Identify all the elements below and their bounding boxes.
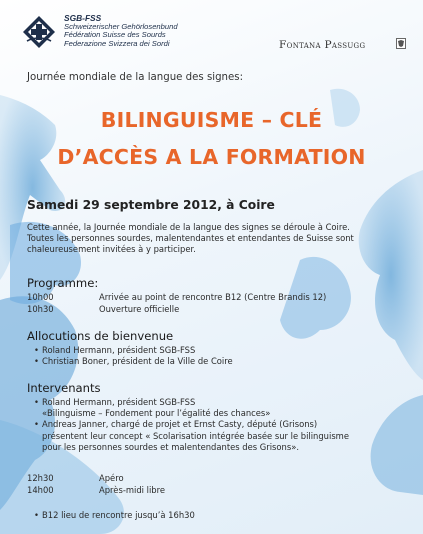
talk-title: «Bilinguisme – Fondement pour l’égalité des chances» — [42, 408, 271, 419]
sgb-fss-logo-icon — [22, 15, 56, 49]
schedule-time: 12h30 — [27, 473, 54, 483]
speaker-name: • Roland Hermann, président SGB-FSS — [42, 397, 196, 407]
event-day-label: Journée mondiale de la langue des signes: — [27, 72, 244, 83]
schedule-time: 14h00 — [27, 484, 54, 495]
afternoon-schedule — [27, 473, 165, 496]
sponsor-brand: Fontana Passugg — [279, 39, 366, 51]
schedule-label: Arrivée au point de rencontre B12 (Centre Brandis 12) — [99, 292, 327, 302]
intro-line: Cette année, la Journée mondiale de la langue des signes se déroule à Coire. — [27, 222, 350, 232]
intervenants-heading: Intervenants — [27, 381, 101, 395]
sponsor-emblem-icon — [396, 38, 406, 49]
event-title-line-1: BILINGUISME – CLÉ — [100, 108, 323, 132]
schedule-row — [27, 304, 326, 316]
organization-name — [64, 14, 178, 48]
event-intro — [27, 222, 407, 256]
event-title-line-2: D’ACCÈS A LA FORMATION — [57, 145, 366, 169]
schedule-label: Ouverture officielle — [99, 303, 180, 314]
org-line-de: Schweizerischer Gehörlosenbund — [64, 21, 178, 31]
schedule-row — [27, 485, 165, 497]
org-line-fr: Fédération Suisse des Sourds — [64, 30, 166, 40]
allocutions-heading: Allocutions de bienvenue — [27, 329, 174, 343]
list-item: • Roland Hermann, président SGB-FSS — [34, 345, 404, 356]
list-item: • Christian Boner, président de la Ville de Coire — [34, 356, 404, 367]
schedule-time: 10h00 — [27, 292, 54, 302]
list-item — [34, 397, 404, 419]
allocutions-list — [34, 345, 404, 367]
list-item — [34, 419, 404, 453]
schedule-row — [27, 473, 165, 485]
schedule-label: Après-midi libre — [99, 484, 166, 495]
programme-heading: Programme: — [27, 276, 99, 290]
intervenants-list — [34, 397, 404, 453]
org-line-it: Federazione Svizzera dei Sordi — [64, 38, 170, 48]
event-date: Samedi 29 septembre 2012, à Coire — [27, 198, 275, 212]
org-code: SGB-FSS — [64, 13, 102, 23]
intro-line: Toutes les personnes sourdes, malentendantes et entendantes de Suisse sont — [27, 233, 354, 244]
talk-description: présentent leur concept « Scolarisation intégrée basée sur le bilinguisme — [42, 430, 349, 441]
schedule-time: 10h30 — [27, 303, 54, 314]
footer-note: • B12 lieu de rencontre jusqu’à 16h30 — [34, 510, 404, 521]
speaker-name: • Andreas Janner, chargé de projet et Ernst Casty, député (Grisons) — [42, 419, 318, 430]
schedule-row — [27, 292, 326, 304]
footer-note-list — [34, 510, 404, 521]
schedule-label: Apéro — [99, 473, 124, 483]
talk-description: pour les personnes sourdes et malentendantes des Grisons». — [42, 441, 299, 452]
intro-line: chaleureusement invitées à y participer. — [27, 244, 196, 255]
programme-schedule — [27, 292, 326, 315]
